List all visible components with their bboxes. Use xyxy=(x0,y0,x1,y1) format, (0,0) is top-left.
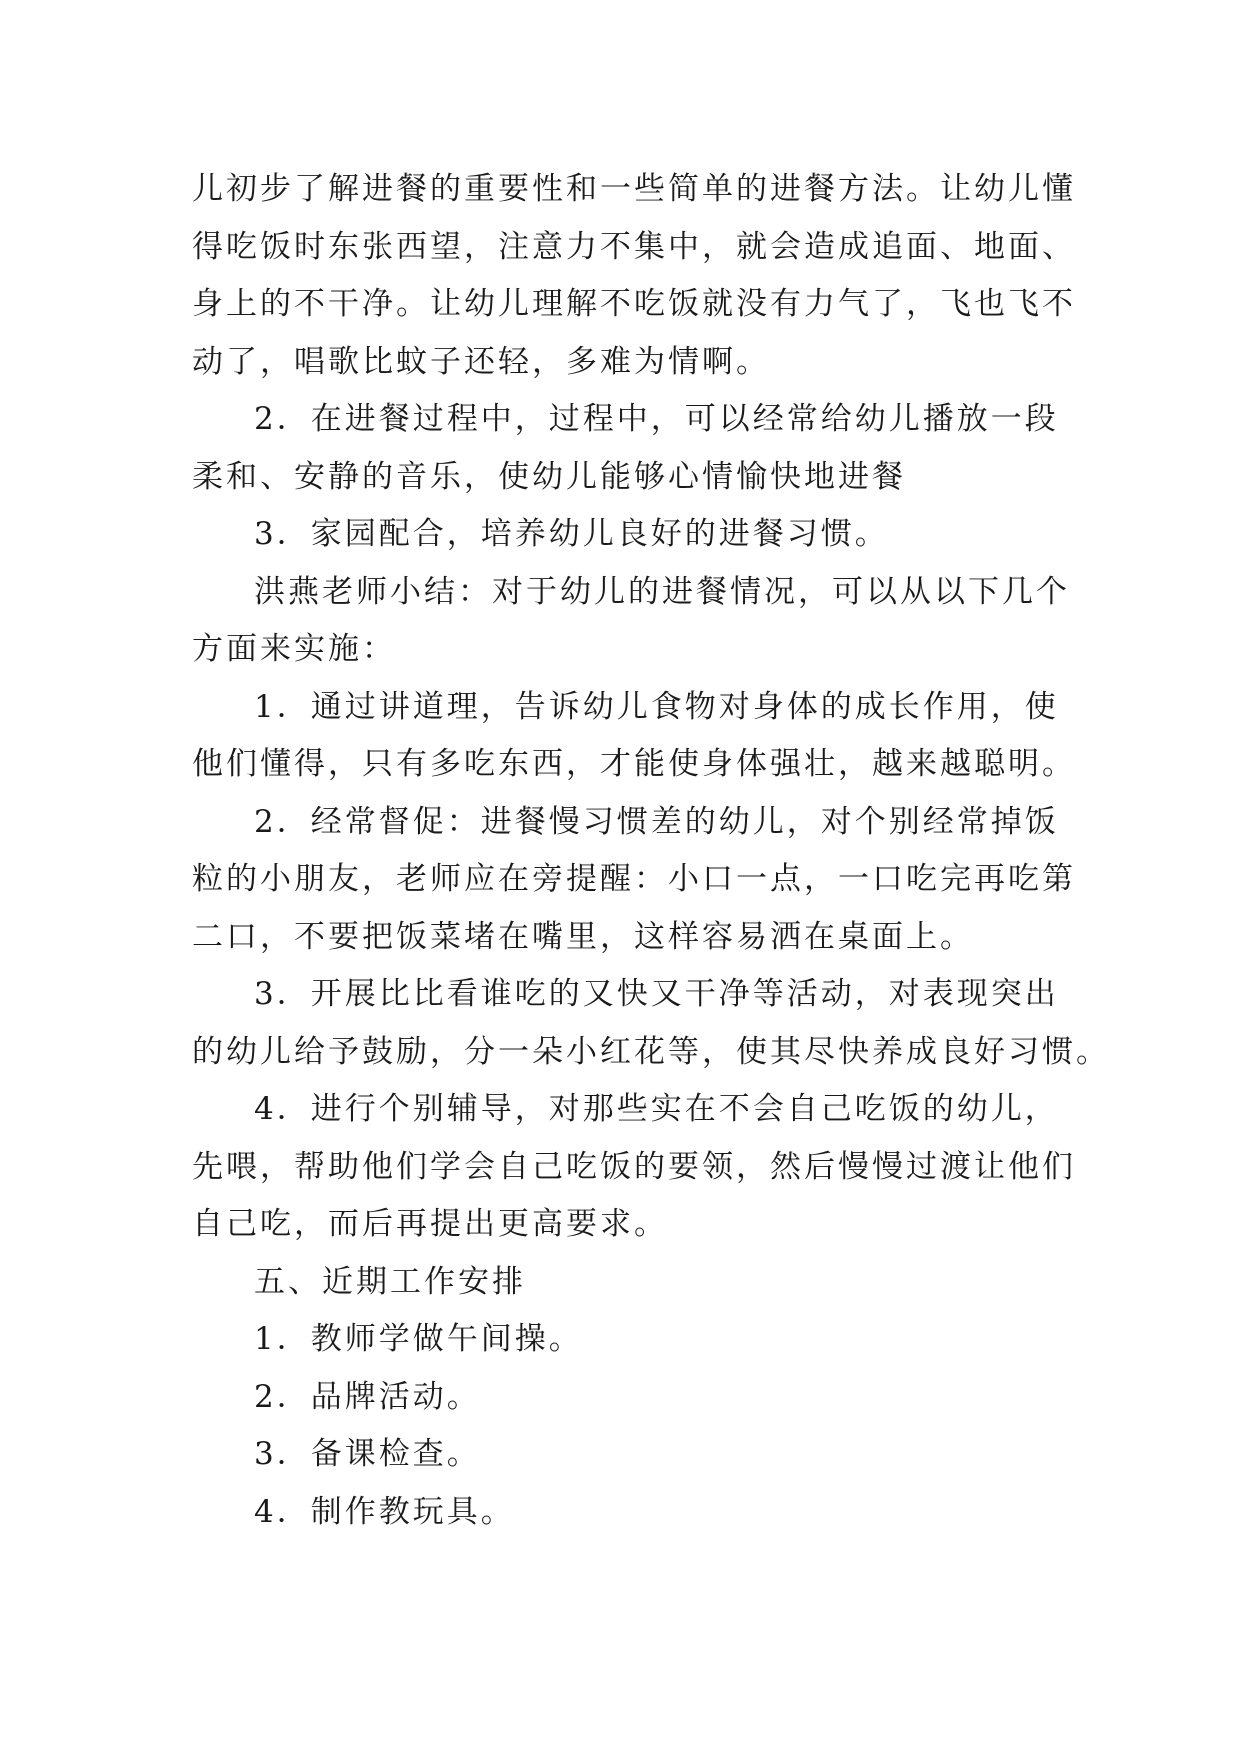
document-body xyxy=(192,161,1110,1541)
text-line: 身上的不干净。让幼儿理解不吃饭就没有力气了，飞也飞不 xyxy=(192,286,1076,322)
text-line: 自己吃，而后再提出更高要求。 xyxy=(192,1206,668,1242)
text-line: 二口，不要把饭菜堵在嘴里，这样容易洒在桌面上。 xyxy=(192,918,974,955)
text-line: 3．家园配合，培养幼儿良好的进餐习惯。 xyxy=(254,516,889,552)
text-line: 动了，唱歌比蚊子还轻，多难为情啊。 xyxy=(192,343,770,380)
text-line: 先喂，帮助他们学会自己吃饭的要领，然后慢慢过渡让他们 xyxy=(192,1148,1076,1185)
text-line: 的幼儿给予鼓励，分一朵小红花等，使其尽快养成良好习惯。 xyxy=(192,1033,1110,1070)
text-line: 4．进行个别辅导，对那些实在不会自己吃饭的幼儿， xyxy=(254,1091,1059,1127)
list-item: 3．备课检查。 xyxy=(254,1436,481,1472)
text-line: 2．经常督促：进餐慢习惯差的幼儿，对个别经常掉饭 xyxy=(254,803,1059,840)
text-line: 洪燕老师小结：对于幼儿的进餐情况，可以从以下几个 xyxy=(254,573,1070,610)
text-line: 柔和、安静的音乐，使幼儿能够心情愉快地进餐 xyxy=(192,458,906,495)
text-line: 2．在进餐过程中，过程中，可以经常给幼儿播放一段 xyxy=(254,401,1059,437)
text-line: 方面来实施： xyxy=(192,631,396,667)
list-item: 4．制作教玩具。 xyxy=(254,1493,515,1530)
section-heading: 五、近期工作安排 xyxy=(254,1263,526,1300)
text-line: 粒的小朋友，老师应在旁提醒：小口一点，一口吃完再吃第 xyxy=(192,861,1076,897)
text-line: 儿初步了解进餐的重要性和一些简单的进餐方法。让幼儿懂 xyxy=(192,171,1076,207)
text-line: 1．通过讲道理，告诉幼儿食物对身体的成长作用，使 xyxy=(254,688,1059,725)
text-line: 他们懂得，只有多吃东西，才能使身体强壮，越来越聪明。 xyxy=(192,746,1076,782)
text-line: 得吃饭时东张西望，注意力不集中，就会造成追面、地面、 xyxy=(192,228,1076,265)
list-item: 2．品牌活动。 xyxy=(254,1378,481,1415)
text-line: 3．开展比比看谁吃的又快又干净等活动，对表现突出 xyxy=(254,976,1059,1012)
list-item: 1．教师学做午间操。 xyxy=(254,1321,583,1357)
